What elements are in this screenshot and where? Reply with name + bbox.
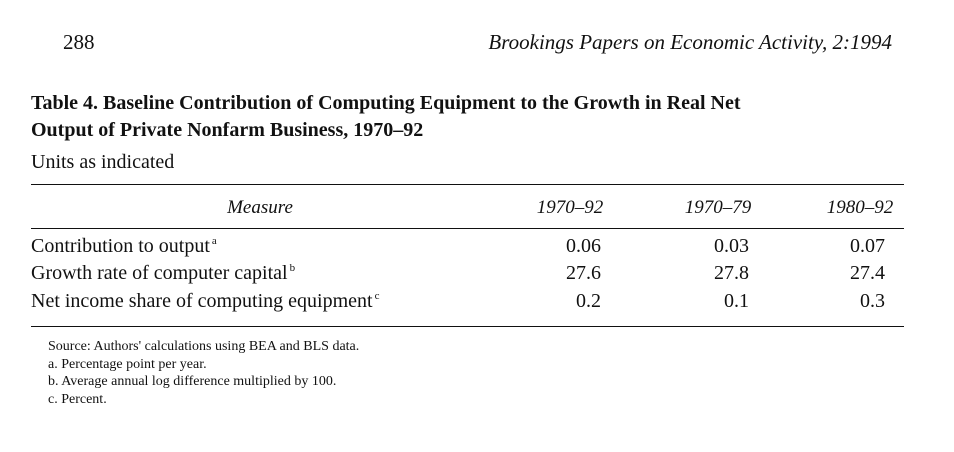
running-head: Brookings Papers on Economic Activity, 2:1994: [488, 30, 892, 54]
cell-1970-92: 0.06: [566, 235, 601, 257]
column-header-1970-79: 1970–79: [684, 197, 752, 218]
cell-1970-92: 27.6: [566, 262, 601, 284]
row-label-text: Contribution to output: [31, 235, 210, 257]
cell-1980-92: 0.07: [850, 235, 885, 257]
footnote-a: a. Percentage point per year.: [48, 356, 207, 372]
table-row: [31, 235, 904, 262]
table-notes: [48, 338, 359, 408]
table-row: [31, 262, 904, 289]
table-rule-header: [31, 228, 904, 229]
table-title: [31, 90, 911, 144]
row-label: [31, 290, 379, 313]
row-label-text: Growth rate of computer capital: [31, 262, 288, 284]
units-note: Units as indicated: [31, 151, 175, 173]
column-header-measure: Measure: [227, 197, 293, 218]
row-label-text: Net income share of computing equipment: [31, 290, 373, 312]
page-number: 288: [63, 30, 95, 54]
column-header-1970-92: 1970–92: [536, 197, 604, 218]
footnote-marker: b: [289, 262, 296, 275]
cell-1970-79: 27.8: [714, 262, 749, 284]
cell-1980-92: 0.3: [860, 290, 885, 312]
footnote-marker: a: [211, 235, 217, 248]
footnote-c: c. Percent.: [48, 391, 107, 407]
cell-1970-92: 0.2: [576, 290, 601, 312]
source-note: Source: Authors' calculations using BEA and BLS data.: [48, 339, 360, 354]
cell-1970-79: 0.1: [724, 290, 749, 312]
column-header-1980-92: 1980–92: [826, 197, 894, 218]
footnote-marker: c: [374, 290, 380, 303]
table-title-line-1: Table 4. Baseline Contribution of Computing Equipment to the Growth in Real Net: [31, 92, 741, 114]
row-label: [31, 235, 217, 258]
table-rule-top: [31, 184, 904, 185]
row-label: [31, 262, 295, 285]
table-row: [31, 290, 904, 317]
table-title-line-2: Output of Private Nonfarm Business, 1970–92: [31, 119, 424, 141]
cell-1970-79: 0.03: [714, 235, 749, 257]
cell-1980-92: 27.4: [850, 262, 885, 284]
table-rule-bottom: [31, 326, 904, 327]
footnote-b: b. Average annual log difference multiplied by 100.: [48, 374, 337, 389]
